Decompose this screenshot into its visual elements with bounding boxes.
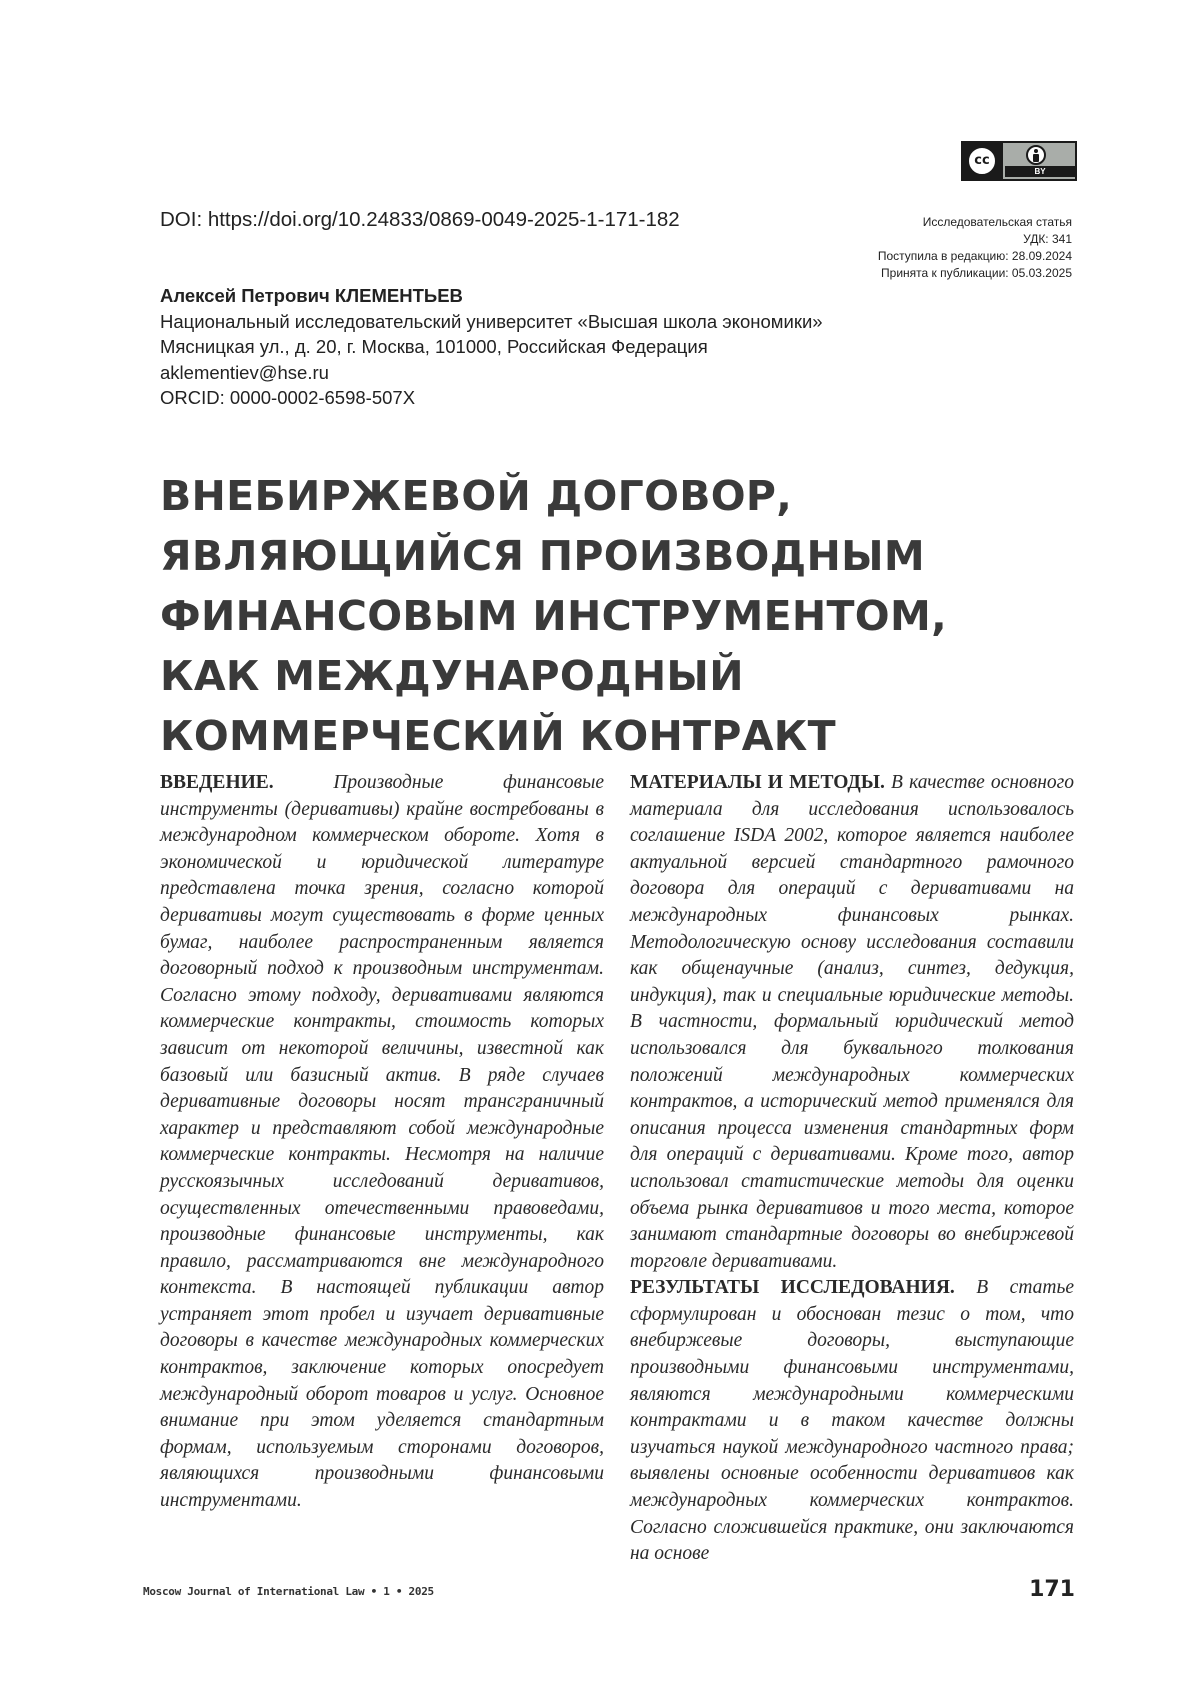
by-label: BY <box>1005 166 1075 177</box>
cc-panel <box>963 143 1003 179</box>
methods-section <box>630 770 1074 1275</box>
author-block <box>160 283 823 411</box>
author-name: Алексей Петрович КЛЕМЕНТЬЕВ <box>160 283 823 309</box>
accepted-date: Принята к публикации: 05.03.2025 <box>878 265 1072 282</box>
introduction-text: Производные финансовые инструменты (деривативы) крайне востребованы в международном коммерческом обороте. Хотя в экономической и юридической литературе представлена точка зрения, согласно которой деривативы могут существовать в форме ценных бумаг, наиболее распространенным является договорный подход к производным инструментам. Согласно этому подходу, деривативами являются коммерческие контракты, стоимость которых зависит от некоторой величины, известной как базовый или базисный актив. В ряде случаев деривативные договоры носят трансграничный характер и представляют собой международные коммерческие контракты. Несмотря на наличие русскоязычных исследований деривативов, осуществленных отечественными правоведами, производные финансовые инструменты, как правило, рассматриваются вне международного контекста. В настоящей публикации автор устраняет этот пробел и изучает деривативные договоры в качестве международных коммерческих контрактов, заключение которых опосредует международный оборот товаров и услуг. Основное внимание при этом уделяется стандартным формам, используемым сторонами договоров, являющихся производными финансовыми инструментами. <box>160 772 604 1511</box>
title-line: КАК МЕЖДУНАРОДНЫЙ <box>160 646 1060 706</box>
author-orcid[interactable]: ORCID: 0000-0002-6598-507X <box>160 385 823 411</box>
title-line: ЯВЛЯЮЩИЙСЯ ПРОИЗВОДНЫМ <box>160 526 1060 586</box>
udk-code: УДК: 341 <box>878 231 1072 248</box>
abstract-right-column <box>630 770 1074 1568</box>
results-section <box>630 1275 1074 1568</box>
received-date: Поступила в редакцию: 28.09.2024 <box>878 248 1072 265</box>
results-heading: РЕЗУЛЬТАТЫ ИССЛЕДОВАНИЯ. <box>630 1277 955 1298</box>
article-type: Исследовательская статья <box>878 214 1072 231</box>
cc-icon: cc <box>967 146 997 176</box>
title-line: ВНЕБИРЖЕВОЙ ДОГОВОР, <box>160 466 1060 526</box>
doi-link[interactable]: DOI: https://doi.org/10.24833/0869-0049-2025-1-171-182 <box>160 208 680 232</box>
page-number: 171 <box>1029 1577 1075 1602</box>
attribution-person-icon <box>1026 145 1046 165</box>
title-line: ФИНАНСОВЫМ ИНСТРУМЕНТОМ, <box>160 586 1060 646</box>
title-line: КОММЕРЧЕСКИЙ КОНТРАКТ <box>160 706 1060 766</box>
author-affiliation: Национальный исследовательский университет «Высшая школа экономики» <box>160 309 823 335</box>
introduction-section <box>160 770 604 1515</box>
author-address: Мясницкая ул., д. 20, г. Москва, 101000, Российская Федерация <box>160 334 823 360</box>
article-meta <box>878 214 1072 282</box>
methods-heading: МАТЕРИАЛЫ И МЕТОДЫ. <box>630 772 885 793</box>
introduction-heading: ВВЕДЕНИЕ. <box>160 772 274 793</box>
results-text: В статье сформулирован и обоснован тезис о том, что внебиржевые договоры, выступающие производными финансовыми инструментами, являются международными коммерческими контрактами и в таком качестве должны изучаться наукой международного частного права; выявлены основные особенности деривативов как международных коммерческих контрактов. Согласно сложившейся практике, они заключаются на основе <box>630 1277 1074 1564</box>
methods-text: В качестве основного материала для исследования использовалось соглашение ISDA 2002, которое является наиболее актуальной версией стандартного рамочного договора для операций с деривативами на международных финансовых рынках. Методологическую основу исследования составили как общенаучные (анализ, синтез, дедукция, индукция), так и специальные юридические методы. В частности, формальный юридический метод использовался для буквального толкования положений международных коммерческих контрактов, а исторический метод применялся для описания процесса изменения стандартных форм для операций с деривативами. Кроме того, автор использовал статистические методы для оценки объема рынка деривативов и того места, которое занимают стандартные договоры во внебиржевой торговле деривативами. <box>630 772 1074 1272</box>
journal-footer: Moscow Journal of International Law • 1 • 2025 <box>143 1585 434 1598</box>
article-title <box>160 466 1060 766</box>
cc-by-license-badge <box>961 141 1077 181</box>
author-email[interactable]: aklementiev@hse.ru <box>160 360 823 386</box>
abstract-left-column <box>160 770 604 1515</box>
